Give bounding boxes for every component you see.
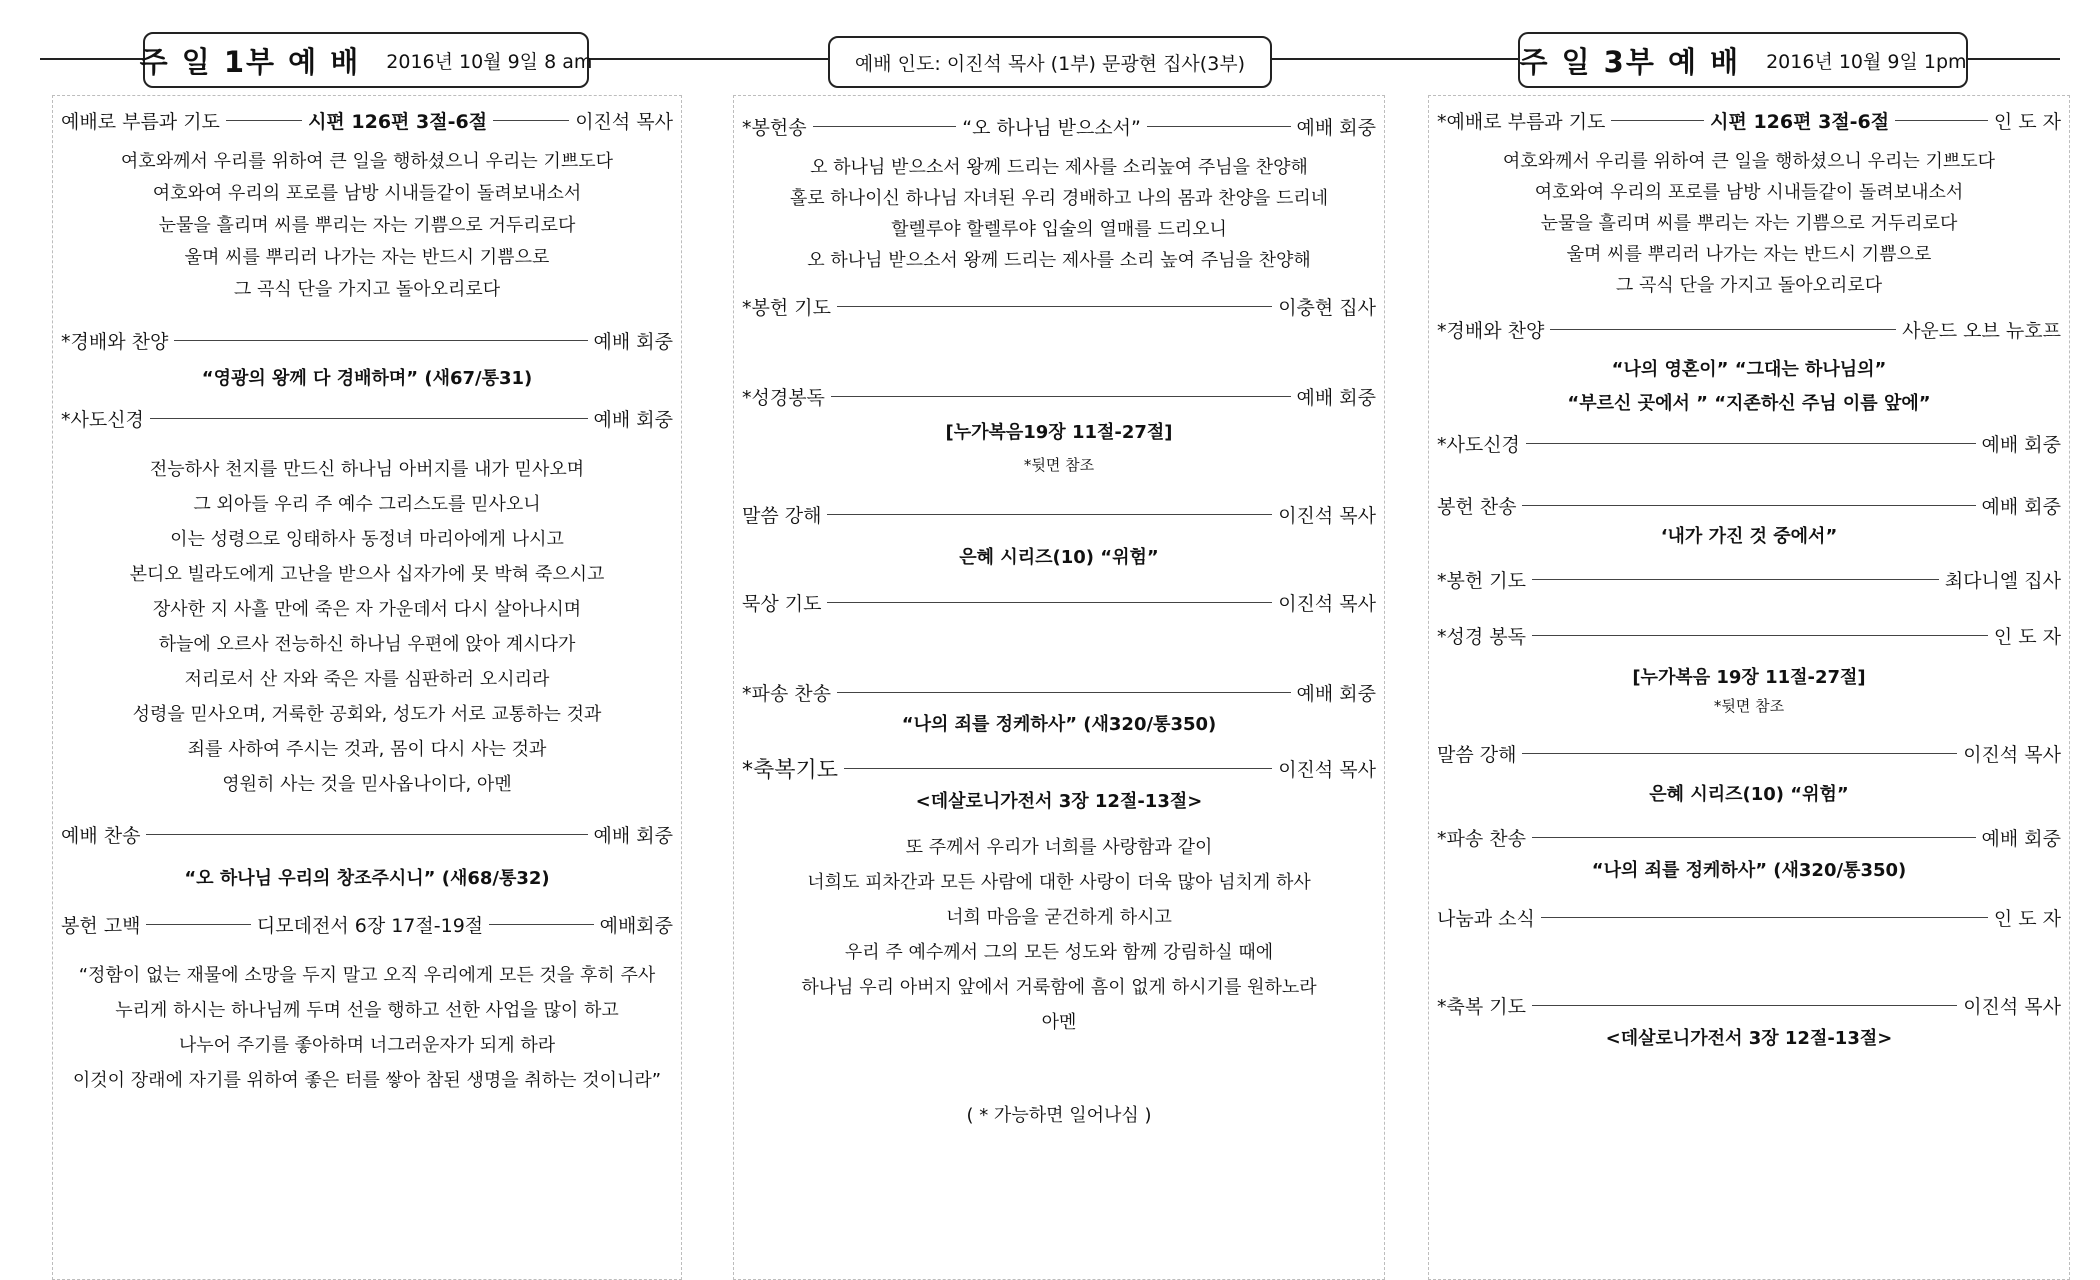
- right-service-title: 주 일 3부 예 배: [1519, 44, 1741, 79]
- worship-hymn-title: “오 하나님 우리의 창조주시니” (새68/통32): [184, 868, 550, 889]
- sermon-title-3: 은혜 시리즈(10) “위험”: [1649, 784, 1849, 805]
- benediction-text: 또 주께서 우리가 너희를 사랑함과 같이 너희도 피차간과 모든 사람에 대한 사랑이 더욱 많아 넘치게 하사 너희 마음을 굳건하게 하시고 우리 주 예수께서 그의 모든 성도와 함께 강림하실 때에 하나님 우리 아버지 앞에서 거룩함에 흠이 없게 하시기를 원하노라 아멘: [801, 837, 1317, 1033]
- left-service-date: 2016년 10월 9일 8 am: [386, 50, 593, 73]
- scripture-reading-row-3: *성경 봉독 인 도 자: [1437, 625, 2061, 648]
- offering-prayer-row: *봉헌 기도 이충현 집사: [742, 296, 1376, 319]
- apostles-creed-row-3: *사도신경 예배 회중: [1437, 433, 2061, 456]
- sermon-title: 은혜 시리즈(10) “위험”: [959, 547, 1159, 568]
- left-service-title: 주 일 1부 예 배: [139, 44, 361, 79]
- header-center-box: [828, 36, 1272, 88]
- silent-prayer-row: 묵상 기도 이진석 목사: [742, 592, 1376, 615]
- right-service-date: 2016년 10월 9일 1pm: [1766, 50, 1967, 73]
- news-row-3: 나눔과 소식 인 도 자: [1437, 907, 2061, 930]
- header-right-box: [1518, 32, 1968, 88]
- benediction-reference: <데살로니가전서 3장 12절-13절>: [915, 791, 1203, 812]
- creed-text: 전능하사 천지를 만드신 하나님 아버지를 내가 믿사오며 그 외아들 우리 주 예수 그리스도를 믿사오니 이는 성령으로 잉태하사 동정녀 마리아에게 나시고 본디오 빌라도에게 고난을 받으사 십자가에 못 박혀 죽으시고 장사한 지 사흘 만에 죽은 자 가운데서 다시 살아나시며 하늘에 오르사 전능하신 하나님 우편에 앉아 계시다가 저리로서 산 자와 죽은 자를 심판하러 오시리라 성령을 믿사오며, 거룩한 공회와, 성도가 서로 교통하는 것과 죄를 사하여 주시는 것과, 몸이 다시 사는 것과 영원히 사는 것을 믿사옵나이다, 아멘: [129, 459, 605, 795]
- header-left-box: [139, 32, 593, 88]
- worship-hymn-row: 예배 찬송 예배 회중: [61, 824, 673, 847]
- worship-praise-row-3: *경배와 찬양 사운드 오브 뉴호프: [1437, 319, 2061, 342]
- benediction-row: *축복기도 이진석 목사: [742, 757, 1376, 783]
- scripture-note: *뒷면 참조: [1023, 456, 1095, 474]
- sending-hymn-row-3: *파송 찬송 예배 회중: [1437, 827, 2061, 850]
- offering-song-row: *봉헌송 “오 하나님 받으소서” 예배 회중: [742, 116, 1377, 139]
- column-third-service: [1428, 95, 2070, 1280]
- benediction-row-3: *축복 기도 이진석 목사: [1437, 995, 2061, 1018]
- column-shared-order: [733, 95, 1385, 1280]
- offering-hymn-row-3: 봉헌 찬송 예배 회중: [1437, 495, 2061, 518]
- sending-hymn-title: “나의 죄를 정케하사” (새320/통350): [901, 714, 1217, 735]
- scripture-reference: [누가복음19장 11절-27절]: [945, 422, 1173, 443]
- offering-confession-row: 봉헌 고백 디모데전서 6장 17절-19절 예배회중: [61, 914, 674, 937]
- worship-praise-row: *경배와 찬양 예배 회중: [61, 330, 673, 353]
- apostles-creed-row: *사도신경 예배 회중: [61, 408, 673, 431]
- call-to-worship-row-3: *예배로 부름과 기도 시편 126편 3절-6절 인 도 자: [1437, 110, 2062, 133]
- psalm-text: 여호와께서 우리를 위하여 큰 일을 행하셨으니 우리는 기쁘도다 여호와여 우리의 포로를 남방 시내들같이 돌려보내소서 눈물을 흘리며 씨를 뿌리는 자는 기쁨으로 거두리로다 울며 씨를 뿌리러 나가는 자는 반드시 기쁨으로 그 곡식 단을 가지고 돌아오리로다: [120, 151, 614, 300]
- sending-hymn-row: *파송 찬송 예배 회중: [742, 682, 1376, 705]
- scripture-note-3: *뒷면 참조: [1713, 697, 1785, 715]
- offering-prayer-row-3: *봉헌 기도 최다니엘 집사: [1437, 569, 2061, 592]
- worship-songs-3: “나의 영혼이” “그대는 하나님의” “부르신 곳에서 ” “지존하신 주님 이름 앞에”: [1567, 359, 1931, 414]
- offering-hymn-title-3: ‘내가 가진 것 중에서”: [1660, 526, 1838, 547]
- worship-leaders: 예배 인도: 이진석 목사 (1부) 문광현 집사(3부): [854, 52, 1246, 75]
- column-first-service: [52, 95, 682, 1280]
- scripture-reading-row: *성경봉독 예배 회중: [742, 386, 1376, 409]
- scripture-reference-3: [누가복음 19장 11절-27절]: [1632, 667, 1866, 688]
- standing-note: ( * 가능하면 일어나심 ): [966, 1105, 1152, 1126]
- sending-hymn-title-3: “나의 죄를 정케하사” (새320/통350): [1591, 860, 1907, 881]
- psalm-text-3: 여호와께서 우리를 위하여 큰 일을 행하셨으니 우리는 기쁘도다 여호와여 우리의 포로를 남방 시내들같이 돌려보내소서 눈물을 흘리며 씨를 뿌리는 자는 기쁨으로 거두리로다 울며 씨를 뿌리러 나가는 자는 반드시 기쁨으로 그 곡식 단을 가지고 돌아오리로다: [1502, 151, 1996, 296]
- worship-song: “영광의 왕께 다 경배하며” (새67/통31): [201, 368, 533, 389]
- offering-song-lyrics: 오 하나님 받으소서 왕께 드리는 제사를 소리높여 주님을 찬양해 홀로 하나이신 하나님 자녀된 우리 경배하고 나의 몸과 찬양을 드리네 할렐루야 할렐루야 입술의 열매를 드리오니 오 하나님 받으소서 왕께 드리는 제사를 소리 높여 주님을 찬양해: [789, 157, 1329, 271]
- sermon-row-3: 말씀 강해 이진석 목사: [1437, 743, 2061, 766]
- call-to-worship-row: 예배로 부름과 기도 시편 126편 3절-6절 이진석 목사: [61, 110, 674, 133]
- confession-scripture: “정함이 없는 재물에 소망을 두지 말고 오직 우리에게 모든 것을 후히 주사 누리게 하시는 하나님께 두며 선을 행하고 선한 사업을 많이 하고 나누어 주기를 좋아하며 너그러운자가 되게 하라 이것이 장래에 자기를 위하여 좋은 터를 쌓아 참된 생명을 취하는 것이니라”: [72, 965, 662, 1091]
- sermon-row: 말씀 강해 이진석 목사: [742, 504, 1376, 527]
- benediction-reference-3: <데살로니가전서 3장 12절-13절>: [1605, 1028, 1893, 1049]
